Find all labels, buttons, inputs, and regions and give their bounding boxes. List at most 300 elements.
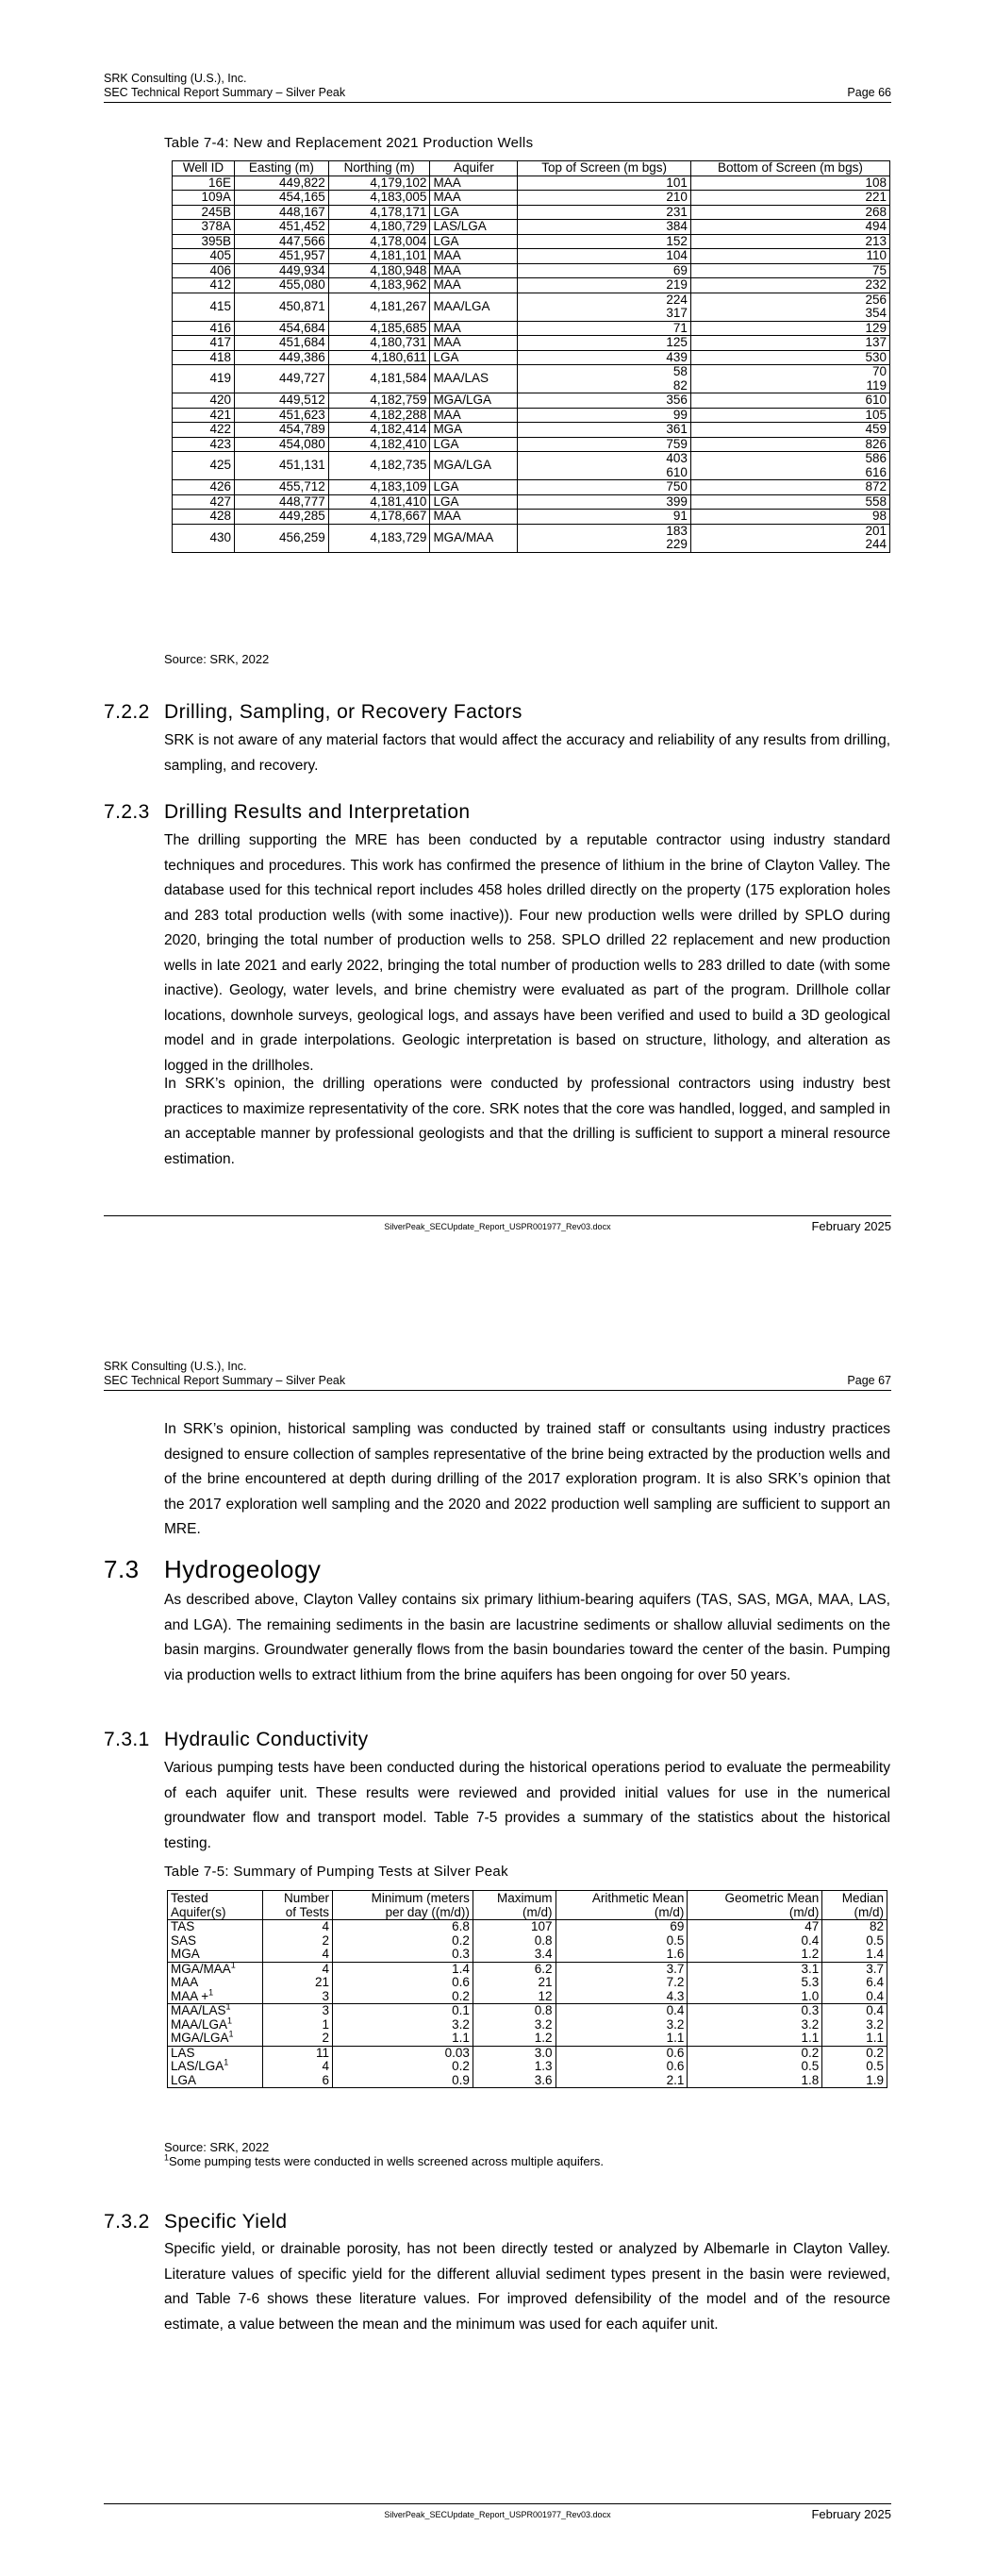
cell-geometric-mean: 1.1 <box>688 2032 822 2046</box>
cell-aquifer: MGA/MAA <box>430 524 518 552</box>
table-row <box>173 423 890 438</box>
cell-aquifer: MGA <box>430 423 518 438</box>
table-7-5-footnote <box>164 2154 604 2168</box>
cell-maximum: 6.2 <box>473 1962 556 1976</box>
header-company: SRK Consulting (U.S.), Inc. <box>104 1360 247 1373</box>
cell-top-of-screen: 231 <box>518 205 691 220</box>
cell-aquifer: TAS <box>168 1920 263 1934</box>
table-row <box>173 365 890 393</box>
section-7-3-2-heading <box>104 2211 288 2233</box>
section-7-3-1-paragraph: Various pumping tests have been conducted during the historical operations period to evaluate the permeability of each aquifer unit. These results were reviewed and provided initial values for use in the numerical groundwater flow and transport model. Table 7-5 provides a summary of the statistics about the historical testing. <box>164 1760 890 1851</box>
cell-maximum: 12 <box>473 1990 556 2004</box>
cell-northing: 4,180,731 <box>328 336 430 351</box>
table-row <box>173 321 890 336</box>
section-7-2-3-heading <box>104 801 471 824</box>
footer-date: February 2025 <box>811 1219 891 1233</box>
table-header-row <box>168 1891 887 1920</box>
col-median: Median (m/d) <box>822 1891 887 1920</box>
section-7-3-1-heading <box>104 1729 369 1751</box>
cell-number-of-tests: 4 <box>263 1962 333 1976</box>
cell-bottom-of-screen: 105 <box>690 408 889 423</box>
cell-maximum: 21 <box>473 1976 556 1990</box>
cell-aquifer: MAA <box>430 249 518 264</box>
table-row <box>168 1990 887 2004</box>
cell-bottom-of-screen: 232 <box>690 278 889 293</box>
cell-well-id: 109A <box>173 191 235 206</box>
cell-top-of-screen: 104 <box>518 249 691 264</box>
cell-arithmetic-mean: 4.3 <box>556 1990 688 2004</box>
cell-arithmetic-mean: 1.6 <box>556 1948 688 1962</box>
table-row <box>173 191 890 206</box>
cell-northing: 4,182,288 <box>328 408 430 423</box>
cell-bottom-of-screen: 558 <box>690 494 889 510</box>
cell-aquifer: LAS/LGA <box>430 220 518 235</box>
table-row <box>168 2074 887 2088</box>
table-row <box>173 350 890 365</box>
cell-top-of-screen: 750 <box>518 480 691 495</box>
header-company: SRK Consulting (U.S.), Inc. <box>104 72 247 85</box>
cell-arithmetic-mean: 0.5 <box>556 1934 688 1949</box>
cell-maximum: 1.2 <box>473 2032 556 2046</box>
cell-aquifer: LGA <box>430 205 518 220</box>
cell-arithmetic-mean: 69 <box>556 1920 688 1934</box>
cell-top-of-screen: 399 <box>518 494 691 510</box>
cell-number-of-tests: 21 <box>263 1976 333 1990</box>
cell-median: 1.9 <box>822 2074 887 2088</box>
cell-aquifer: LGA <box>430 234 518 249</box>
cell-aquifer: MAA/LAS <box>430 365 518 393</box>
cell-arithmetic-mean: 0.6 <box>556 2046 688 2060</box>
table-row <box>168 1920 887 1934</box>
section-7-3-heading <box>104 1555 321 1584</box>
cell-geometric-mean: 1.2 <box>688 1948 822 1962</box>
cell-aquifer: LAS <box>168 2046 263 2060</box>
cell-aquifer: MGA/LGA <box>430 393 518 409</box>
table-row <box>168 1934 887 1949</box>
cell-well-id: 428 <box>173 510 235 525</box>
cell-well-id: 418 <box>173 350 235 365</box>
cell-number-of-tests: 1 <box>263 2018 333 2032</box>
cell-well-id: 421 <box>173 408 235 423</box>
cell-easting: 449,386 <box>234 350 328 365</box>
production-wells-table <box>172 160 890 553</box>
section-title: Hydrogeology <box>164 1555 322 1583</box>
cell-northing: 4,180,729 <box>328 220 430 235</box>
cell-minimum: 0.03 <box>333 2046 473 2060</box>
cell-bottom-of-screen: 826 <box>690 437 889 452</box>
cell-median: 1.4 <box>822 1948 887 1962</box>
cell-arithmetic-mean: 7.2 <box>556 1976 688 1990</box>
table-row <box>168 1962 887 1976</box>
cell-well-id: 378A <box>173 220 235 235</box>
cell-arithmetic-mean: 3.7 <box>556 1962 688 1976</box>
cell-well-id: 416 <box>173 321 235 336</box>
section-7-2-2-heading <box>104 701 522 724</box>
cell-median: 82 <box>822 1920 887 1934</box>
section-7-2-3-paragraph-1: The drilling supporting the MRE has been conducted by a reputable contractor using industry standard techniques and procedures. This work has confirmed the presence of lithium in the brine of Clayton Valley. The database used for this technical report includes 458 holes drilled directly on the property (175 exploration holes and 283 total production wells (with some inactive)). Four new production wells were drilled by SPLO during 2020, bringing the total number of production wells to 258. SPLO drilled 22 replacement and new production wells in late 2021 and early 2022, bringing the total number of production wells to 283 drilled to date (with some inactive). Geology, water levels, and brine chemistry were evaluated as part of the program. Drillhole collar locations, downhole surveys, geological logs, and assays have been verified and used to build a 3D geological model and in grade interpolations. Geologic interpretation is based on structure, lithology, and alteration as logged in the drillholes. <box>164 832 890 1074</box>
cell-northing: 4,182,414 <box>328 423 430 438</box>
cell-well-id: 427 <box>173 494 235 510</box>
cell-aquifer: MAA +$^1$ <box>168 1990 263 2004</box>
table-row <box>173 437 890 452</box>
cell-median: 0.4 <box>822 2004 887 2018</box>
col-easting: Easting (m) <box>234 161 328 176</box>
col-geometric-mean: Geometric Mean (m/d) <box>688 1891 822 1920</box>
cell-number-of-tests: 4 <box>263 2060 333 2074</box>
cell-top-of-screen: 384 <box>518 220 691 235</box>
section-7-3-paragraph: As described above, Clayton Valley contains six primary lithium-bearing aquifers (TAS, SAS, MGA, MAA, LAS, and LGA). The remaining sediments in the basin are lacustrine sediments or shallow alluvial sediments on the basin margins. Groundwater generally flows from the basin boundaries toward the center of the basin. Pumping via production wells to extract lithium from the brine aquifers has been ongoing for over 50 years. <box>164 1592 890 1683</box>
cell-aquifer: LGA <box>430 480 518 495</box>
cell-well-id: 425 <box>173 452 235 480</box>
cell-well-id: 426 <box>173 480 235 495</box>
table-row <box>168 2046 887 2060</box>
cell-aquifer: LGA <box>430 350 518 365</box>
cell-bottom-of-screen: 530 <box>690 350 889 365</box>
cell-median: 0.4 <box>822 1990 887 2004</box>
cell-number-of-tests: 3 <box>263 1990 333 2004</box>
col-top-of-screen: Top of Screen (m bgs) <box>518 161 691 176</box>
cell-northing: 4,183,729 <box>328 524 430 552</box>
cell-geometric-mean: 0.3 <box>688 2004 822 2018</box>
col-well-id: Well ID <box>173 161 235 176</box>
cell-number-of-tests: 2 <box>263 1934 333 1949</box>
cell-maximum: 0.8 <box>473 1934 556 1949</box>
cell-number-of-tests: 2 <box>263 2032 333 2046</box>
table-row <box>173 234 890 249</box>
cell-minimum: 6.8 <box>333 1920 473 1934</box>
cell-bottom-of-screen: 494 <box>690 220 889 235</box>
cell-well-id: 405 <box>173 249 235 264</box>
section-7-2-3-paragraph-2: In SRK’s opinion, the drilling operations were conducted by professional contractors using industry best practices to maximize representativity of the core. SRK notes that the core was handled, logged, and sampled in an acceptable manner by professional geologists and that the drilling is sufficient to support a mineral resource estimation. <box>164 1076 890 1167</box>
cell-bottom-of-screen: 459 <box>690 423 889 438</box>
col-number-of-tests: Number of Tests <box>263 1891 333 1920</box>
cell-easting: 451,684 <box>234 336 328 351</box>
cell-easting: 449,512 <box>234 393 328 409</box>
cell-top-of-screen: 356 <box>518 393 691 409</box>
table-row <box>173 480 890 495</box>
cell-minimum: 3.2 <box>333 2018 473 2032</box>
cell-bottom-of-screen: 108 <box>690 176 889 191</box>
cell-bottom-of-screen: 110 <box>690 249 889 264</box>
page-67 <box>0 1288 995 2576</box>
page-header <box>104 72 891 103</box>
cell-northing: 4,181,267 <box>328 293 430 321</box>
cell-aquifer: MAA/LGA$^1$ <box>168 2018 263 2032</box>
section-number: 7.3.1 <box>104 1729 150 1750</box>
section-number: 7.3 <box>104 1555 140 1583</box>
footer-date: February 2025 <box>811 2507 891 2521</box>
table-row <box>168 1976 887 1990</box>
cell-top-of-screen: 219 <box>518 278 691 293</box>
table-row <box>173 494 890 510</box>
cell-easting: 454,080 <box>234 437 328 452</box>
cell-well-id: 422 <box>173 423 235 438</box>
cell-aquifer: MAA <box>430 278 518 293</box>
cell-easting: 449,285 <box>234 510 328 525</box>
cell-northing: 4,185,685 <box>328 321 430 336</box>
cell-maximum: 1.3 <box>473 2060 556 2074</box>
table-row <box>173 393 890 409</box>
cell-aquifer: MAA/LGA <box>430 293 518 321</box>
cell-median: 3.7 <box>822 1962 887 1976</box>
cell-aquifer: MAA/LAS$^1$ <box>168 2004 263 2018</box>
table-row <box>173 249 890 264</box>
cell-bottom-of-screen: 586 616 <box>690 452 889 480</box>
footnote-mark: 1 <box>164 2152 170 2163</box>
section-title: Hydraulic Conductivity <box>164 1729 369 1750</box>
cell-aquifer: LGA <box>430 494 518 510</box>
cell-easting: 451,957 <box>234 249 328 264</box>
cell-top-of-screen: 101 <box>518 176 691 191</box>
cell-easting: 451,131 <box>234 452 328 480</box>
cell-top-of-screen: 210 <box>518 191 691 206</box>
cell-geometric-mean: 3.2 <box>688 2018 822 2032</box>
page-footer <box>104 2503 891 2525</box>
page-number: Page 67 <box>847 1374 891 1387</box>
cell-minimum: 0.2 <box>333 1990 473 2004</box>
cell-easting: 454,684 <box>234 321 328 336</box>
cell-maximum: 3.6 <box>473 2074 556 2088</box>
cell-maximum: 3.4 <box>473 1948 556 1962</box>
cell-bottom-of-screen: 256 354 <box>690 293 889 321</box>
footnote-text: Some pumping tests were conducted in wells screened across multiple aquifers. <box>169 2154 605 2168</box>
page-footer <box>104 1215 891 1237</box>
section-title: Drilling Results and Interpretation <box>164 801 471 823</box>
table-row <box>168 2060 887 2074</box>
table-7-4-title: Table 7-4: New and Replacement 2021 Production Wells <box>164 135 534 151</box>
table-row <box>173 510 890 525</box>
table-row <box>173 263 890 278</box>
cell-northing: 4,178,004 <box>328 234 430 249</box>
cell-number-of-tests: 4 <box>263 1948 333 1962</box>
page-header <box>104 1360 891 1391</box>
col-maximum: Maximum (m/d) <box>473 1891 556 1920</box>
cell-bottom-of-screen: 98 <box>690 510 889 525</box>
cell-top-of-screen: 759 <box>518 437 691 452</box>
cell-geometric-mean: 0.5 <box>688 2060 822 2074</box>
cell-geometric-mean: 1.8 <box>688 2074 822 2088</box>
cell-geometric-mean: 1.0 <box>688 1990 822 2004</box>
cell-well-id: 430 <box>173 524 235 552</box>
table-row <box>173 205 890 220</box>
header-report: SEC Technical Report Summary – Silver Peak <box>104 1374 346 1387</box>
cell-median: 1.1 <box>822 2032 887 2046</box>
cell-well-id: 423 <box>173 437 235 452</box>
cell-easting: 454,165 <box>234 191 328 206</box>
cell-aquifer: LGA <box>430 437 518 452</box>
table-header-row <box>173 161 890 176</box>
cell-well-id: 415 <box>173 293 235 321</box>
table-row <box>168 1948 887 1962</box>
cell-easting: 455,712 <box>234 480 328 495</box>
cell-top-of-screen: 91 <box>518 510 691 525</box>
cell-easting: 449,934 <box>234 263 328 278</box>
cell-easting: 447,566 <box>234 234 328 249</box>
cell-median: 0.5 <box>822 2060 887 2074</box>
cell-northing: 4,180,611 <box>328 350 430 365</box>
pumping-tests-table <box>167 1890 887 2088</box>
cell-easting: 451,623 <box>234 408 328 423</box>
cell-arithmetic-mean: 0.6 <box>556 2060 688 2074</box>
table-row <box>173 220 890 235</box>
cell-median: 3.2 <box>822 2018 887 2032</box>
table-7-5-title: Table 7-5: Summary of Pumping Tests at Silver Peak <box>164 1864 508 1880</box>
cell-top-of-screen: 99 <box>518 408 691 423</box>
cell-minimum: 1.1 <box>333 2032 473 2046</box>
cell-maximum: 3.0 <box>473 2046 556 2060</box>
cell-well-id: 420 <box>173 393 235 409</box>
table-row <box>173 452 890 480</box>
section-number: 7.2.2 <box>104 701 150 723</box>
cell-arithmetic-mean: 1.1 <box>556 2032 688 2046</box>
table-row <box>173 278 890 293</box>
cell-minimum: 0.3 <box>333 1948 473 1962</box>
cell-arithmetic-mean: 0.4 <box>556 2004 688 2018</box>
cell-top-of-screen: 69 <box>518 263 691 278</box>
table-7-4-source: Source: SRK, 2022 <box>164 652 270 666</box>
cell-median: 6.4 <box>822 1976 887 1990</box>
cell-northing: 4,179,102 <box>328 176 430 191</box>
cell-northing: 4,182,410 <box>328 437 430 452</box>
cell-northing: 4,182,735 <box>328 452 430 480</box>
cell-easting: 455,080 <box>234 278 328 293</box>
cell-number-of-tests: 3 <box>263 2004 333 2018</box>
intro-paragraph: In SRK’s opinion, historical sampling was conducted by trained staff or consultants using industry practices designed to ensure collection of samples representative of the brine being extracted by the production wells and of the brine encountered at depth during drilling of the 2017 exploration program. It is also SRK’s opinion that the 2017 exploration well sampling and the 2020 and 2022 production well sampling are sufficient to support an MRE. <box>164 1421 890 1537</box>
cell-maximum: 107 <box>473 1920 556 1934</box>
cell-easting: 454,789 <box>234 423 328 438</box>
cell-well-id: 406 <box>173 263 235 278</box>
cell-minimum: 0.9 <box>333 2074 473 2088</box>
cell-number-of-tests: 6 <box>263 2074 333 2088</box>
cell-top-of-screen: 224 317 <box>518 293 691 321</box>
cell-easting: 448,777 <box>234 494 328 510</box>
table-row <box>168 2018 887 2032</box>
cell-aquifer: MAA <box>430 336 518 351</box>
cell-bottom-of-screen: 610 <box>690 393 889 409</box>
footer-docname: SilverPeak_SECUpdate_Report_USPR001977_Rev03.docx <box>384 1222 611 1231</box>
cell-easting: 449,822 <box>234 176 328 191</box>
section-7-3-2-paragraph: Specific yield, or drainable porosity, has not been directly tested or analyzed by Albemarle in Clayton Valley. Literature values of specific yield for the different alluvial sediment types present in the basin were reviewed, and Table 7-6 shows these literature values. For improved defensibility of the model and of the resource estimate, a value between the mean and the minimum was used for each aquifer unit. <box>164 2241 890 2333</box>
cell-top-of-screen: 403 610 <box>518 452 691 480</box>
cell-easting: 451,452 <box>234 220 328 235</box>
cell-top-of-screen: 439 <box>518 350 691 365</box>
cell-easting: 450,871 <box>234 293 328 321</box>
cell-bottom-of-screen: 221 <box>690 191 889 206</box>
cell-aquifer: MGA/LGA$^1$ <box>168 2032 263 2046</box>
cell-northing: 4,178,171 <box>328 205 430 220</box>
cell-maximum: 0.8 <box>473 2004 556 2018</box>
section-number: 7.3.2 <box>104 2211 150 2233</box>
col-arithmetic-mean: Arithmetic Mean (m/d) <box>556 1891 688 1920</box>
table-7-5-source: Source: SRK, 2022 <box>164 2140 270 2154</box>
cell-geometric-mean: 3.1 <box>688 1962 822 1976</box>
table-row <box>173 293 890 321</box>
cell-well-id: 245B <box>173 205 235 220</box>
col-aquifer: Aquifer <box>430 161 518 176</box>
header-report: SEC Technical Report Summary – Silver Peak <box>104 86 346 99</box>
cell-aquifer: MAA <box>430 191 518 206</box>
cell-top-of-screen: 58 82 <box>518 365 691 393</box>
col-minimum: Minimum (meters per day ((m/d)) <box>333 1891 473 1920</box>
cell-minimum: 0.2 <box>333 2060 473 2074</box>
cell-aquifer: SAS <box>168 1934 263 1949</box>
cell-top-of-screen: 361 <box>518 423 691 438</box>
cell-northing: 4,183,109 <box>328 480 430 495</box>
cell-median: 0.2 <box>822 2046 887 2060</box>
table-row <box>168 2004 887 2018</box>
cell-aquifer: MAA <box>430 263 518 278</box>
cell-northing: 4,182,759 <box>328 393 430 409</box>
cell-bottom-of-screen: 213 <box>690 234 889 249</box>
cell-northing: 4,183,962 <box>328 278 430 293</box>
cell-well-id: 412 <box>173 278 235 293</box>
cell-aquifer: MAA <box>430 321 518 336</box>
section-number: 7.2.3 <box>104 801 150 823</box>
cell-bottom-of-screen: 201 244 <box>690 524 889 552</box>
cell-easting: 456,259 <box>234 524 328 552</box>
cell-well-id: 395B <box>173 234 235 249</box>
cell-aquifer: MAA <box>168 1976 263 1990</box>
cell-number-of-tests: 4 <box>263 1920 333 1934</box>
table-row <box>173 176 890 191</box>
col-bottom-of-screen: Bottom of Screen (m bgs) <box>690 161 889 176</box>
cell-top-of-screen: 125 <box>518 336 691 351</box>
table-row <box>168 2032 887 2046</box>
cell-bottom-of-screen: 137 <box>690 336 889 351</box>
cell-minimum: 0.1 <box>333 2004 473 2018</box>
cell-geometric-mean: 5.3 <box>688 1976 822 1990</box>
cell-top-of-screen: 152 <box>518 234 691 249</box>
cell-northing: 4,181,410 <box>328 494 430 510</box>
cell-minimum: 0.6 <box>333 1976 473 1990</box>
table-row <box>173 408 890 423</box>
section-title: Specific Yield <box>164 2211 288 2233</box>
table-row <box>173 524 890 552</box>
cell-well-id: 16E <box>173 176 235 191</box>
cell-aquifer: LGA <box>168 2074 263 2088</box>
cell-median: 0.5 <box>822 1934 887 1949</box>
cell-geometric-mean: 0.4 <box>688 1934 822 1949</box>
cell-northing: 4,181,101 <box>328 249 430 264</box>
cell-aquifer: LAS/LGA$^1$ <box>168 2060 263 2074</box>
cell-top-of-screen: 71 <box>518 321 691 336</box>
section-7-2-2-paragraph: SRK is not aware of any material factors that would affect the accuracy and reliability of any results from drilling, sampling, and recovery. <box>164 732 890 774</box>
cell-easting: 448,167 <box>234 205 328 220</box>
footer-docname: SilverPeak_SECUpdate_Report_USPR001977_Rev03.docx <box>384 2510 611 2519</box>
cell-bottom-of-screen: 70 119 <box>690 365 889 393</box>
cell-number-of-tests: 11 <box>263 2046 333 2060</box>
page-number: Page 66 <box>847 86 891 99</box>
cell-arithmetic-mean: 3.2 <box>556 2018 688 2032</box>
cell-northing: 4,180,948 <box>328 263 430 278</box>
cell-geometric-mean: 0.2 <box>688 2046 822 2060</box>
cell-geometric-mean: 47 <box>688 1920 822 1934</box>
cell-aquifer: MGA/LGA <box>430 452 518 480</box>
cell-northing: 4,181,584 <box>328 365 430 393</box>
table-row <box>173 336 890 351</box>
col-northing: Northing (m) <box>328 161 430 176</box>
cell-maximum: 3.2 <box>473 2018 556 2032</box>
cell-aquifer: MGA <box>168 1948 263 1962</box>
cell-bottom-of-screen: 872 <box>690 480 889 495</box>
cell-well-id: 417 <box>173 336 235 351</box>
cell-aquifer: MAA <box>430 176 518 191</box>
cell-bottom-of-screen: 75 <box>690 263 889 278</box>
cell-northing: 4,178,667 <box>328 510 430 525</box>
cell-top-of-screen: 183 229 <box>518 524 691 552</box>
cell-easting: 449,727 <box>234 365 328 393</box>
cell-northing: 4,183,005 <box>328 191 430 206</box>
